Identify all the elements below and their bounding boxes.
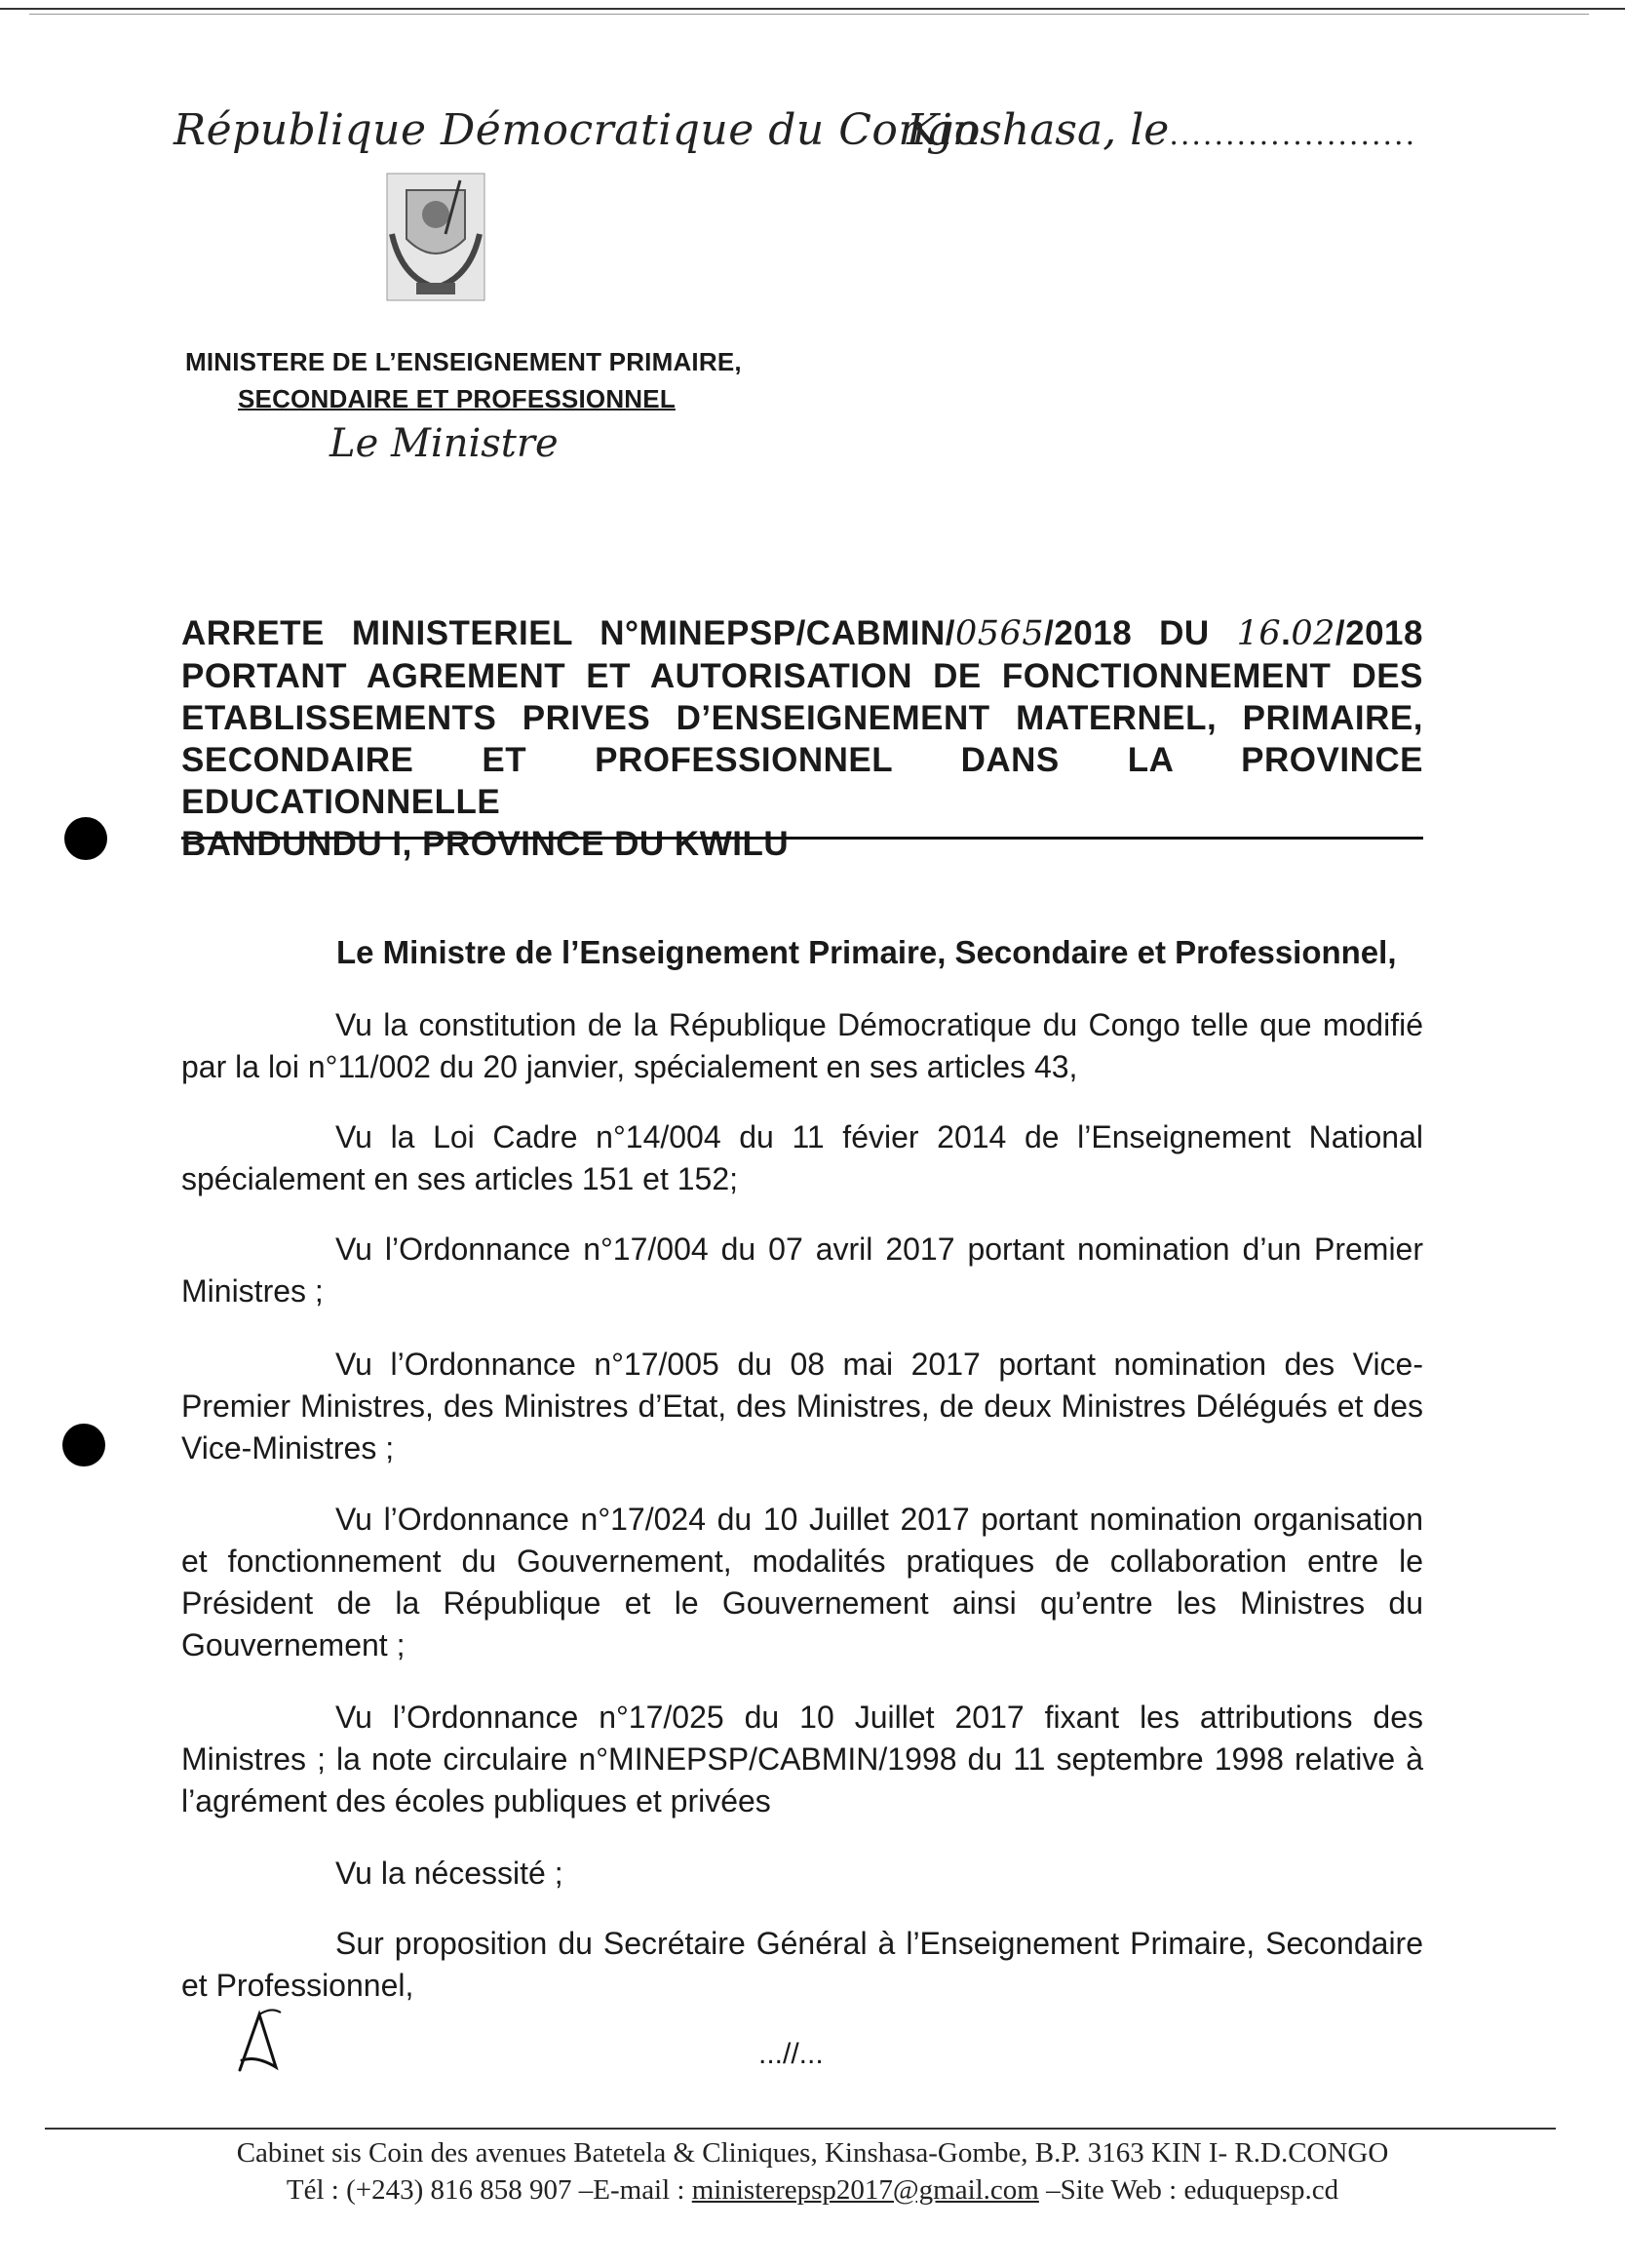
title-line-5: BANDUNDU I, PROVINCE DU KWILU (181, 825, 790, 863)
decree-number-handwritten: 0565 (955, 614, 1045, 653)
paragraph-ordonnance-17-025: Vu l’Ordonnance n°17/025 du 10 Juillet 2017 fixant les attributions des Ministres ; la note circulaire n°MINEPSP/CABMIN/1998 du 11 septembre 1998 relative à l’agrément des écoles publiques et privées (181, 1700, 1423, 1818)
top-border-thin (29, 14, 1589, 15)
paragraph-constitution: Vu la constitution de la République Démocratique du Congo telle que modifié par la loi n°11/002 du 20 janvier, spécialement en ses articles 43, (181, 1007, 1423, 1084)
coat-of-arms-emblem (363, 166, 509, 312)
date-year: /2018 (1335, 614, 1423, 652)
title-line-3: ETABLISSEMENTS PRIVES D’ENSEIGNEMENT MATERNEL, PRIMAIRE, (181, 699, 1423, 737)
decree-title (181, 612, 1423, 865)
footer-tel: Tél : (+243) 816 858 907 –E-mail : (286, 2174, 692, 2206)
footer-rule (45, 2128, 1556, 2130)
paragraph-necessite: Vu la nécessité ; (335, 1856, 563, 1891)
date-dots: ...................... (1169, 118, 1417, 152)
footer-website: –Site Web : eduquepsp.cd (1038, 2174, 1339, 2206)
title-line-4: SECONDAIRE ET PROFESSIONNEL DANS LA PROVINCE EDUCATIONNELLE (181, 741, 1423, 821)
paragraph-loi-cadre: Vu la Loi Cadre n°14/004 du 11 févier 2014 de l’Enseignement National spécialement en ses articles 151 et 152; (181, 1119, 1423, 1196)
minister-label: Le Ministre (329, 421, 559, 466)
handwritten-initials-signature (232, 2007, 290, 2075)
title-prefix: ARRETE MINISTERIEL N°MINEPSP/CABMIN/ (181, 614, 956, 652)
ministry-name (185, 343, 742, 417)
paragraph-ordonnance-17-024: Vu l’Ordonnance n°17/024 du 10 Juillet 2017 portant nomination organisation et fonctionnement du Gouvernement, modalités pratiques de collaboration entre le Président de la République et le Gouvernement ainsi qu’entre les Ministres du Gouvernement ; (181, 1502, 1423, 1662)
title-underline (181, 837, 1423, 840)
title-year: /2018 DU (1044, 614, 1237, 652)
punch-hole-mark (62, 1424, 105, 1466)
footer-email-link[interactable]: ministerepsp2017@gmail.com (691, 2174, 1039, 2206)
date-day-handwritten: 16 (1236, 614, 1282, 653)
title-line-2: PORTANT AGREMENT ET AUTORISATION DE FONCTIONNEMENT DES (181, 657, 1423, 695)
ministry-line-2: SECONDAIRE ET PROFESSIONNEL (238, 384, 676, 413)
minister-heading: Le Ministre de l’Enseignement Primaire, Secondaire et Professionnel, (336, 934, 1397, 970)
paragraph-ordonnance-17-004: Vu l’Ordonnance n°17/004 du 07 avril 2017 portant nomination d’un Premier Ministres ; (181, 1232, 1423, 1309)
top-border (0, 8, 1625, 10)
paragraph-ordonnance-17-005: Vu l’Ordonnance n°17/005 du 08 mai 2017 portant nomination des Vice-Premier Ministres, des Ministres d’Etat, des Ministres, de deux Ministres Délégués et des Vice-Ministres ; (181, 1347, 1423, 1466)
punch-hole-mark (64, 817, 107, 860)
paragraph-proposition: Sur proposition du Secrétaire Général à l’Enseignement Primaire, Secondaire et Professionnel, (181, 1926, 1423, 2003)
date-sep: . (1281, 614, 1292, 652)
footer-contact (0, 2174, 1625, 2207)
page-continuation-mark: ...//... (758, 2038, 824, 2070)
date-month-handwritten: 02 (1291, 614, 1335, 653)
country-name: République Démocratique du Congo (174, 105, 981, 155)
footer-address: Cabinet sis Coin des avenues Batetela & Cliniques, Kinshasa-Gombe, B.P. 3163 KIN I- R.D.CONGO (236, 2137, 1389, 2169)
ministry-line-1: MINISTERE DE L’ENSEIGNEMENT PRIMAIRE, (185, 347, 742, 376)
title-line-1 (181, 612, 1423, 655)
place-prefix: Kinshasa, le (907, 105, 1170, 155)
place-date (907, 105, 1416, 155)
